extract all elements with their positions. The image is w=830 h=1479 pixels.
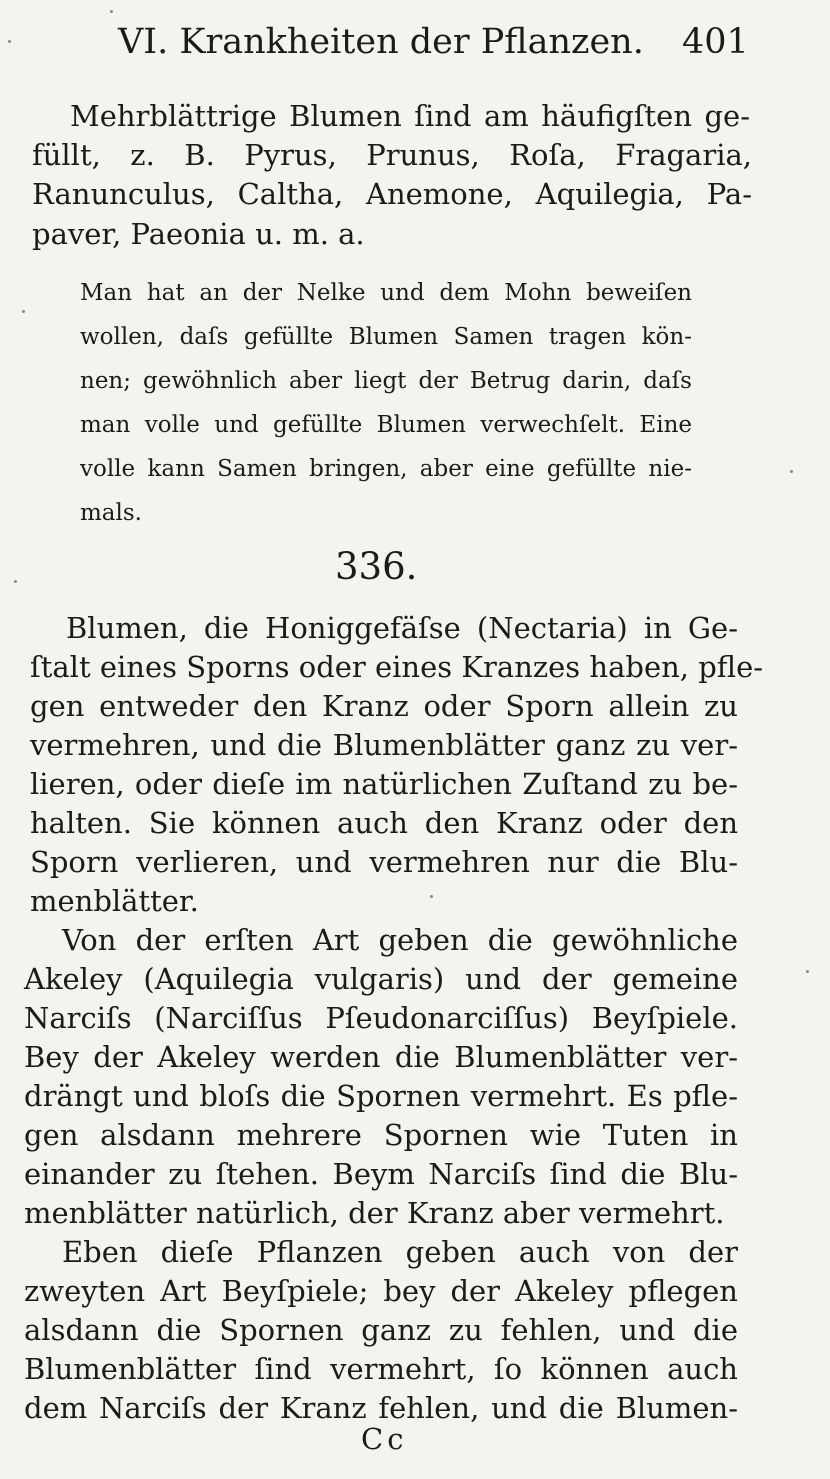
text-line: dem Narciſs der Kranz fehlen, und die Blumen- xyxy=(24,1391,738,1425)
text-line: vermehren, und die Blumenblätter ganz zu ver- xyxy=(30,728,738,762)
text-line: Man hat an der Nelke und dem Mohn beweiſen xyxy=(80,280,692,306)
text-line: Narciſs (Narciſſus Pſeudonarciſſus) Beyſpiele. xyxy=(24,1001,738,1035)
text-line: drängt und bloſs die Spornen vermehrt. Es pfle- xyxy=(24,1079,738,1113)
text-line: volle kann Samen bringen, aber eine gefüllte nie- xyxy=(80,456,692,482)
text-line: Blumen, die Honiggefäſse (Nectaria) in Ge- xyxy=(66,611,738,645)
text-line: Bey der Akeley werden die Blumenblätter ver- xyxy=(24,1040,738,1074)
text-line: zweyten Art Beyſpiele; bey der Akeley pflegen xyxy=(24,1274,738,1308)
text-line: Ranunculus, Caltha, Anemone, Aquilegia, Pa- xyxy=(32,177,752,211)
text-line: füllt, z. B. Pyrus, Prunus, Roſa, Fragaria, xyxy=(32,138,752,172)
text-line: gen entweder den Kranz oder Sporn allein zu xyxy=(30,689,738,723)
text-line: Eben dieſe Pflanzen geben auch von der xyxy=(62,1235,738,1269)
text-line: halten. Sie können auch den Kranz oder den xyxy=(30,806,738,840)
text-line: man volle und gefüllte Blumen verwechſelt. Eine xyxy=(80,412,692,438)
text-line: lieren, oder dieſe im natürlichen Zuſtand zu be- xyxy=(30,767,738,801)
page-number: 401 xyxy=(682,22,749,62)
text-line: gen alsdann mehrere Spornen wie Tuten in xyxy=(24,1118,738,1152)
text-line: alsdann die Spornen ganz zu fehlen, und die xyxy=(24,1313,738,1347)
text-line: Blumenblätter ſind vermehrt, ſo können auch xyxy=(24,1352,738,1386)
running-head: VI. Krankheiten der Pflanzen. xyxy=(118,22,644,62)
text-line: ſtalt eines Sporns oder eines Kranzes haben, pfle- xyxy=(30,650,764,684)
text-line: Sporn verlieren, und vermehren nur die Blu- xyxy=(30,845,738,879)
text-line: menblätter natürlich, der Kranz aber vermehrt. xyxy=(24,1196,725,1230)
text-line: wollen, daſs gefüllte Blumen Samen tragen kön- xyxy=(80,324,692,350)
text-line: Akeley (Aquilegia vulgaris) und der gemeine xyxy=(24,962,738,996)
signature-mark: Cc xyxy=(361,1422,408,1456)
text-line: mals. xyxy=(80,500,142,526)
text-line: Von der erſten Art geben die gewöhnliche xyxy=(62,923,738,957)
text-line: nen; gewöhnlich aber liegt der Betrug darin, daſs xyxy=(80,368,692,394)
text-line: einander zu ſtehen. Beym Narciſs ſind die Blu- xyxy=(24,1157,738,1191)
section-number: 336. xyxy=(335,545,418,588)
text-line: paver, Paeonia u. m. a. xyxy=(32,217,365,251)
text-line: Mehrblättrige Blumen ſind am häufigſten ge- xyxy=(70,99,750,133)
text-line: menblätter. xyxy=(30,884,199,918)
